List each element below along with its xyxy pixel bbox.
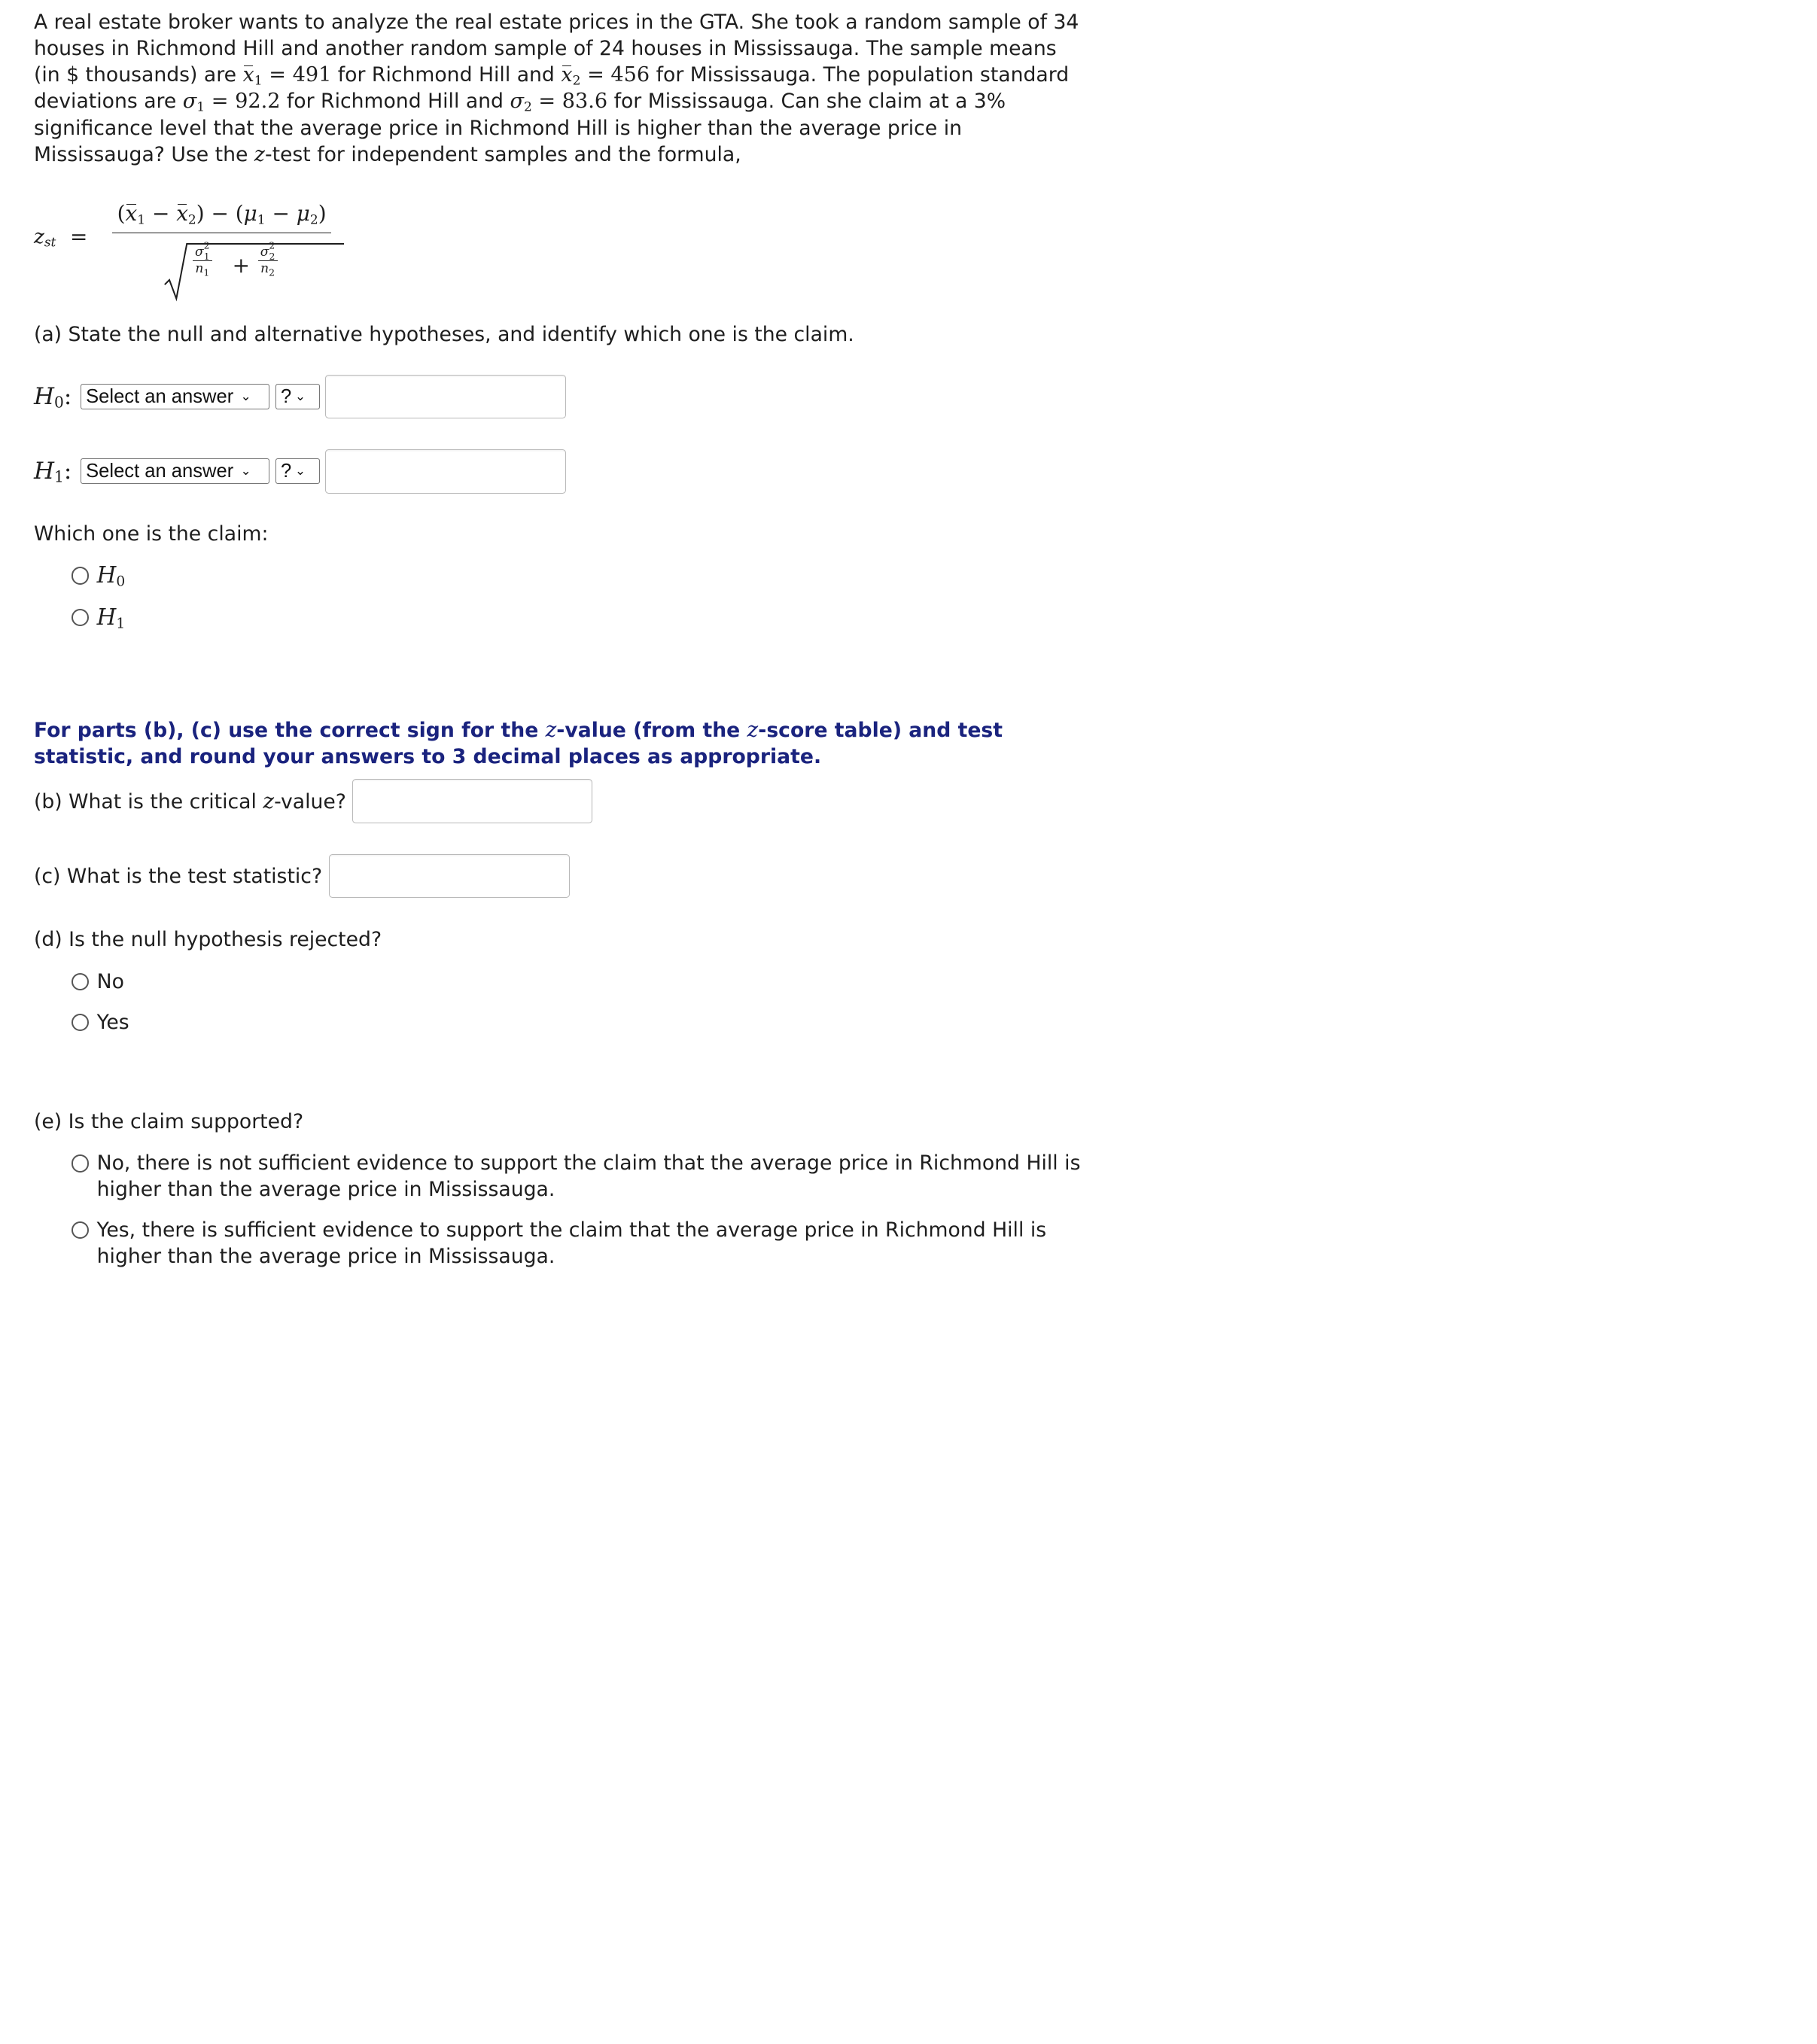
claim-option-h1[interactable]: $H_1$ [72,604,126,631]
claim-option-h0[interactable]: $H_0$ [72,562,126,589]
radio-button[interactable] [72,609,89,626]
sigma2-expression: $\sigma_2 = 83.6$ [510,90,608,116]
formula-denominator [99,233,345,303]
radio-button[interactable] [72,973,89,990]
null-hypothesis-row [34,373,566,420]
part-b-question: (b) What is the critical z-value? [33,789,346,814]
formula-numerator: $(x_1 - x_2) - (\mu_1 - \mu_2)$ [112,201,330,233]
z-test-formula [34,201,344,303]
problem-text: for Richmond Hill and [331,63,562,87]
problem-text: A real estate broker wants to analyze the real estate prices in the GTA. She took a random sample of 34 houses in Richmond Hill and another random sample of 24 houses in Mississauga. The sample means (in $ thousands) are [33,11,1079,87]
formula-fraction [99,201,345,303]
h0-operator-select[interactable]: ? ⌄ [275,384,320,409]
h1-parameter-select[interactable]: Select an answer ⌄ [81,458,269,484]
chevron-down-icon: ⌄ [240,464,251,479]
chevron-down-icon: ⌄ [294,389,306,403]
problem-statement: A real estate broker wants to analyze the real estate prices in the GTA. She took a random sample of 34 houses in Richmond Hill and another random sample of 24 houses in Mississauga. The sample means (in $ thousands) are $x_1 = 491$ for Richmond Hill and $x_2 = 456$ for Mississauga. The population standard deviations are $\sigma_1 = 92.2$ for Richmond Hill and $\sigma_2 = 83.6$ for Mississauga. Can she claim at a 3% significance level that the average price in Richmond Hill is higher than the average price in Mississauga? Use the z-test for independent samples and the formula, [33,11,1079,166]
formula-equals: = [70,224,88,250]
test-statistic-input[interactable] [329,854,569,899]
radio-button[interactable] [72,1221,89,1239]
part-c-row [34,854,570,899]
formula-plus: + [232,253,250,278]
radio-button[interactable] [72,1014,89,1031]
part-e-question: (e) Is the claim supported? [33,1110,304,1134]
h1-label: $H_1$: [33,458,72,486]
xbar2-expression: $x_2 = 456$ [561,63,650,90]
sigma2-over-n2: $\sigma^2_2$ $n_2$ [258,245,278,277]
problem-text: for Mississauga. Can she claim at a 3% significance level that the average price in Richmond Hill is higher than the average price in Mississauga? Use the [33,90,1006,166]
part-a-question: (a) State the null and alternative hypotheses, and identify which one is the claim. [33,322,854,346]
radio-button[interactable] [72,1154,89,1172]
part-c-question: (c) What is the test statistic? [33,864,323,888]
problem-text: -test for independent samples and the formula, [264,142,741,166]
reject-option-no[interactable]: No [72,969,124,995]
claim-prompt: Which one is the claim: [33,522,269,546]
sigma1-over-n1: $\sigma^2_1$ $n_1$ [193,245,212,277]
xbar1-expression: $x_1 = 491$ [242,63,332,90]
alternative-hypothesis-row [34,448,566,494]
h0-label: $H_0$: [33,383,72,412]
claim-supported-option-yes[interactable]: Yes, there is sufficient evidence to support the claim that the average price in Richmond Hill is higher than the average price in Mississauga. [72,1217,1100,1270]
square-root-sign [99,233,345,303]
sigma1-expression: $\sigma_1 = 92.2$ [182,90,281,116]
reject-option-yes[interactable]: Yes [72,1009,129,1036]
h1-operator-select[interactable]: ? ⌄ [275,458,320,484]
part-b-row [34,779,592,823]
instructions-note: For parts (b), (c) use the correct sign for the z-value (from the z-score table) and test statistic, and round your answers to 3 decimal places as appropriate. [33,716,1003,768]
h1-value-input[interactable] [325,449,565,494]
chevron-down-icon: ⌄ [294,464,306,479]
problem-text: for Mississauga. The population standard deviations are [33,63,1070,114]
part-d-question: (d) Is the null hypothesis rejected? [33,928,382,952]
h0-parameter-select[interactable]: Select an answer ⌄ [81,384,269,409]
chevron-down-icon: ⌄ [240,389,251,403]
problem-text: for Richmond Hill and [280,90,510,114]
h0-value-input[interactable] [325,375,565,419]
claim-supported-option-no[interactable]: No, there is not sufficient evidence to support the claim that the average price in Richmond Hill is higher than the average price in Mississauga. [72,1150,1100,1203]
critical-value-input[interactable] [352,779,592,823]
formula-lhs: $z_{st}$ [33,225,56,251]
radio-button[interactable] [72,567,89,584]
